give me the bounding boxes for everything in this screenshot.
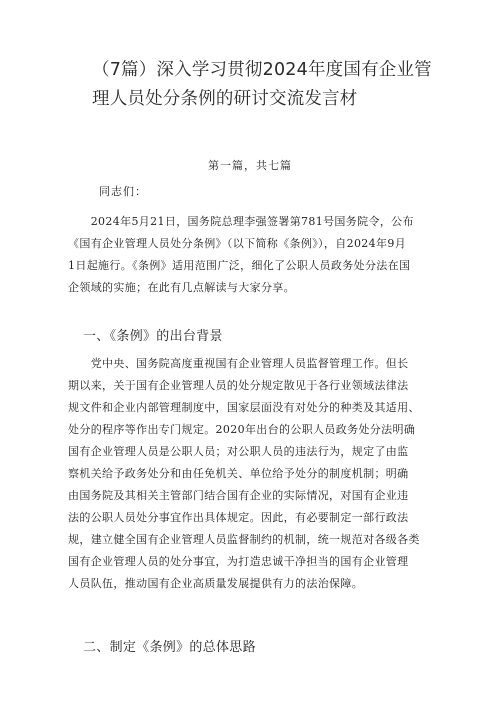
- document-title: [92, 56, 432, 114]
- paragraph-line: 人员队伍，推动国有企业高质量发展提供有力的法治保障。: [68, 577, 364, 590]
- section-heading-approach: 二、制定《条例》的总体思路: [83, 640, 256, 655]
- paragraph-line: 规文件和企业内部管理制度中，国家层面没有对处分的种类及其适用、: [68, 401, 420, 414]
- paragraph-line: 国有企业管理人员的处分事宜，为打造忠诚干净担当的国有企业管理: [68, 555, 409, 568]
- paragraph-line: 1日起施行。《条例》适用范围广泛，细化了公职人员政务处分法在国: [68, 259, 411, 272]
- section-heading-background: 一、《条例》的出台背景: [83, 329, 223, 344]
- paragraph-line: 2024年5月21日，国务院总理李强签署第781号国务院令，公布: [68, 215, 414, 228]
- paragraph-line: 期以来，关于国有企业管理人员的处分规定散见于各行业领域法律法: [68, 379, 409, 392]
- paragraph-line: 规，建立健全国有企业管理人员监督制约的机制，统一规范对各级各类: [68, 533, 420, 546]
- salutation: 同志们：: [99, 185, 147, 198]
- paragraph-line: 法的公职人员处分事宜作出具体规定。因此，有必要制定一部行政法: [68, 511, 409, 524]
- title-line: （7篇）深入学习贯彻2024年度国有企业管: [92, 60, 432, 80]
- paragraph-line: 企领域的实施；在此有几点解读与大家分享。: [68, 281, 295, 294]
- paragraph-line: 《国有企业管理人员处分条例》（以下简称《条例》），自2024年9月: [68, 237, 407, 250]
- paragraph-line: 国有企业管理人员是公职人员；对公职人员的违法行为，规定了由监: [68, 445, 409, 458]
- paragraph-line: 处分的程序等作出专门规定。2020年出台的公职人员政务处分法明确: [68, 423, 416, 436]
- paragraph-line: 由国务院及其相关主管部门结合国有企业的实际情况，对国有企业违: [68, 489, 409, 502]
- title-line: 理人员处分条例的研讨交流发言材: [92, 89, 358, 109]
- document-subtitle: 第一篇，共七篇: [208, 159, 292, 172]
- background-paragraph: [68, 353, 433, 595]
- paragraph-line: 党中央、国务院高度重视国有企业管理人员监督管理工作。但长: [68, 357, 409, 370]
- intro-paragraph: [68, 211, 433, 299]
- paragraph-line: 察机关给予政务处分和由任免机关、单位给予处分的制度机制；明确: [68, 467, 409, 480]
